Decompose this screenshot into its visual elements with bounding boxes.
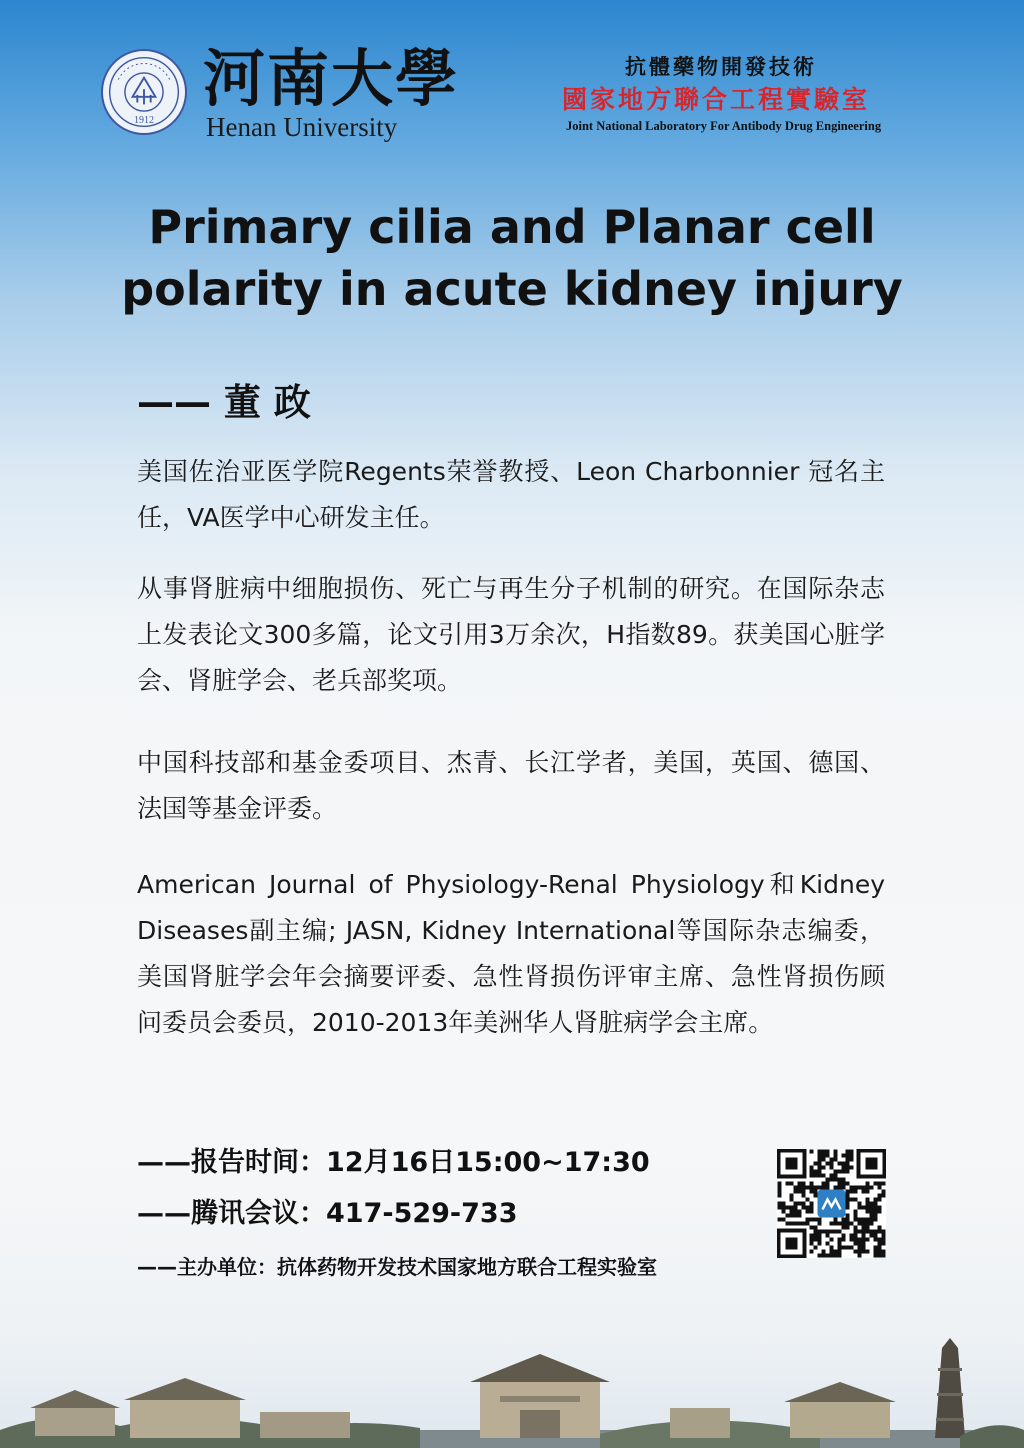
qr-code-icon[interactable]: [777, 1149, 886, 1258]
university-name-en: Henan University: [206, 112, 398, 142]
qr-code-graphic: [777, 1149, 886, 1258]
campus-skyline-icon: [0, 1338, 1024, 1448]
host-organization: ——主办单位：抗体药物开发技术国家地方联合工程实验室: [137, 1255, 657, 1279]
university-name-cn: 河南大學: [203, 42, 460, 115]
skyline-graphic: [0, 1338, 1024, 1448]
seal-year: 1912: [134, 115, 154, 126]
report-time: ——报告时间：12月16日15:00~17:30: [137, 1147, 650, 1178]
university-seal-icon: [101, 49, 187, 135]
meeting-id: ——腾讯会议：417-529-733: [137, 1198, 518, 1229]
lecture-title: Primary cilia and Planar cell polarity in acute kidney injury: [121, 200, 903, 316]
bio-paragraph-3: 中国科技部和基金委项目、杰青、长江学者，美国，英国、德国、法国等基金评委。: [137, 748, 885, 823]
lab-name-en: Joint National Laboratory For Antibody Drug Engineering: [566, 119, 882, 133]
bio-paragraph-1: 美国佐治亚医学院Regents荣誉教授、Leon Charbonnier 冠名主任，VA医学中心研发主任。: [137, 457, 885, 532]
bio-paragraph-2: 从事肾脏病中细胞损伤、死亡与再生分子机制的研究。在国际杂志上发表论文300多篇，论文引用3万余次，H指数89。获美国心脏学会、肾脏学会、老兵部奖项。: [137, 574, 885, 695]
speaker-name: —— 董 政: [137, 381, 311, 424]
bio-paragraph-4: American Journal of Physiology-Renal Physiology和Kidney Diseases副主编; JASN, Kidney International等国际杂志编委，美国肾脏学会年会摘要评委、急性肾损伤评审主席、急性肾损伤顾问委员会委员，2010-2013年美洲华人肾脏病学会主席。: [137, 870, 885, 1037]
lab-name-line2: 國家地方聯合工程實驗室: [562, 85, 871, 114]
lab-name-line1: 抗體藥物開發技術: [625, 54, 817, 79]
